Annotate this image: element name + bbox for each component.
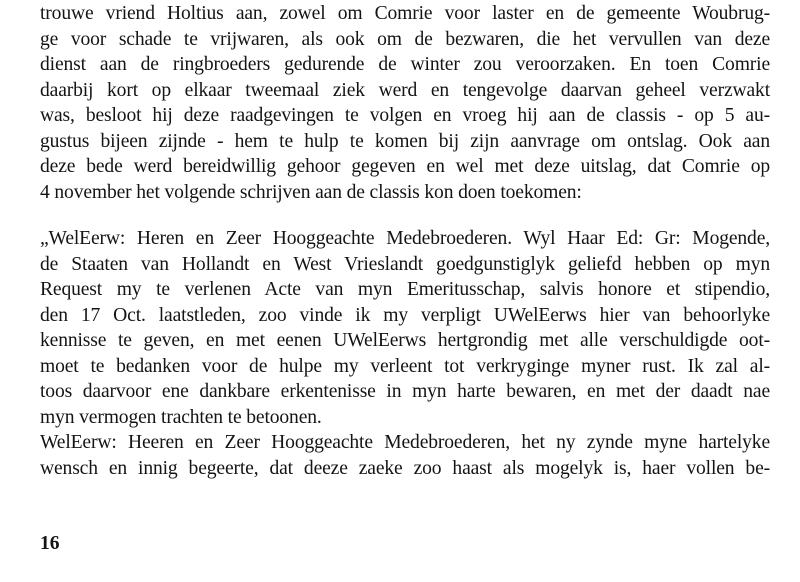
text-line: kennisse te geven, en met eenen UWelEerws hertgrondig met alle verschuldigde oot- [40,330,770,351]
text-line: myn vermogen trachten te betoonen. [40,406,322,428]
text-line: ge voor schade te vrijwaren, als ook om de bezwaren, die het vervullen van deze [40,28,770,50]
text-line: trouwe vriend Holtius aan, zowel om Comrie voor laster en de gemeente Woubrug- [40,3,770,24]
quoted-letter [40,226,770,481]
text-line: deze bede werd bereidwillig gehoor gegeven en wel met deze uitslag, dat Comrie op [40,156,770,177]
text-line: gustus bijeen zijnde - hem te hulp te komen bij zijn aanvrage om ontslag. Ook aan [40,130,770,152]
text-line: moet te bedanken voor de hulpe my verleent tot verkryginge myner rust. Ik zal al- [40,355,770,377]
text-line: Request my te verlenen Acte van myn Emeritusschap, salvis honore et stipendio, [40,279,770,300]
text-line: daarbij kort op elkaar tweemaal ziek werd en tengevolge daarvan geheel verzwakt [40,79,770,101]
text-line: 4 november het volgende schrijven aan de classis kon doen toekomen: [40,181,582,203]
page-number: 16 [40,533,60,554]
paragraph-1 [40,1,770,205]
text-line: WelEerw: Heeren en Zeer Hooggeachte Medebroederen, het ny zynde myne hartelyke [40,432,770,453]
text-line: wensch en innig begeerte, dat deeze zaeke zoo haast als mogelyk is, haer vollen be- [40,457,770,479]
text-line: toos daarvoor ene dankbare erkentenisse in myn harte bewaren, en met der daadt nae [40,381,770,402]
text-line: den 17 Oct. laatstleden, zoo vinde ik my verpligt UWelEerws hier van behoorlyke [40,304,770,326]
text-line: was, besloot hij deze raadgevingen te volgen en vroeg hij aan de classis - op 5 au- [40,105,770,126]
text-line: dienst aan de ringbroeders gedurende de winter zou veroorzaken. En toen Comrie [40,54,770,75]
text-line: de Staaten van Hollandt en West Vrieslandt goedgunstiglyk geliefd hebben op myn [40,253,770,275]
text-line: „WelEerw: Heren en Zeer Hooggeachte Medebroederen. Wyl Haar Ed: Gr: Mogende, [40,228,770,249]
